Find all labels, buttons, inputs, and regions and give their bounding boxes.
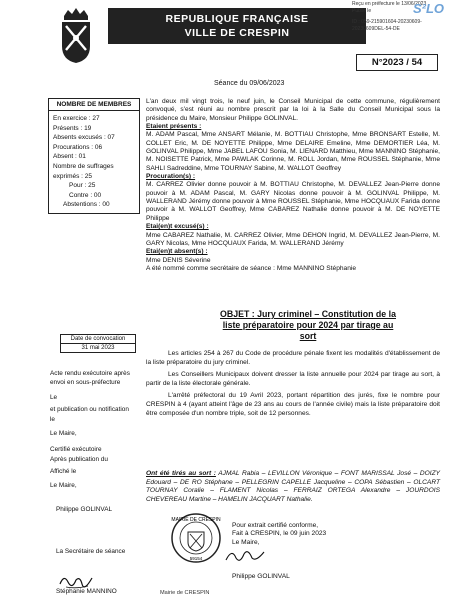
paragraph: L'arrêté préfectoral du 19 Avril 2023, portant répartition des jurés, fixe le nombre pour CRESPIN à 4 (ayant atteint l'âge de 23 ans au cours de l'année civile) mais la liste préparatoire doit être composée d'un nombre triple, soit de 12 personnes. — [146, 392, 440, 417]
members-line: Abstentions : 00 — [63, 201, 110, 209]
members-line: Pour : 25 — [69, 182, 96, 190]
members-line: exprimés : 25 — [53, 172, 93, 180]
convocation-title: Date de convocation — [61, 335, 135, 344]
side-note-9: Le Maire, — [50, 482, 77, 489]
tirage-result — [146, 470, 440, 504]
side-note-3: et publication ou notification — [50, 406, 129, 413]
presents-label: Etaient présents : — [146, 123, 202, 131]
deliberation-number: N°2023 / 54 — [356, 54, 438, 71]
members-title: NOMBRE DE MEMBRES — [49, 99, 139, 111]
paragraph: Les articles 254 à 267 du Code de procédure pénale fixent les modalités d'établissement de la liste préparatoire du jury criminel. — [146, 350, 440, 366]
header-line-1: REPUBLIQUE FRANÇAISE — [165, 13, 309, 25]
members-list — [49, 111, 139, 213]
side-note-8: Affiché le — [50, 468, 77, 475]
secretaire-line: A été nommé comme secrétaire de séance : Mme MANNINO Stéphanie — [146, 264, 356, 272]
intro-paragraph: L'an deux mil vingt trois, le neuf juin, le Conseil Municipal de cette commune, régulièrement convoqué, s'est réuni au nombre prescrit par la loi à la Salle du Conseil Municipal sous la présidence du Maire, Monsieur Philippe GOLINVAL. — [146, 98, 440, 122]
secretaire-signature-icon — [58, 572, 96, 590]
absents-list: Mme DENIS Séverine — [146, 256, 211, 264]
secretaire-label: La Secrétaire de séance — [56, 548, 126, 555]
side-note-5: Le Maire, — [50, 430, 77, 437]
excuses-list: Mme CABAREZ Nathalie, M. CARREZ Olivier, Mme DEHON Ingrid, M. DEVALLEZ Jean-Pierre, M. GARY Nicolas, Mme HOCQUAUX Farida, M. WALLERAND Jérémy — [146, 231, 440, 247]
header-line-2: VILLE DE CRESPIN — [184, 27, 290, 39]
members-box — [48, 98, 140, 214]
elus-label: Ont été tirés au sort : — [146, 470, 216, 477]
objet-title: OBJET : Jury criminel – Constitution de la liste préparatoire pour 2024 par tirage au sort — [220, 309, 396, 341]
stamp-publie: Publié le — [352, 8, 372, 14]
members-line: Absent : 01 — [53, 153, 86, 161]
prefecture-stamp — [352, 1, 448, 35]
seal-text: MAIRIE DE CRESPIN — [171, 517, 221, 523]
absents-label: Etai(en)t absent(s) : — [146, 248, 208, 256]
convocation-date: 31 mai 2023 — [81, 345, 115, 351]
elus-list: AJMAL Rabia – LEVILLON Véronique – FONT MARISSAL José – DOIZY Edouard – DE RO Stéphane – PELLEGRIN CAPELLE Jacqueline – COPA Sébastien – OLCART TOURNAY Coralie – FLAMENT Nicolas – FERRAIZ ORTEGA Alexandre – JOURDOIS CHEVEREAU Martine – HAMELIN JACQUART Nathalie. — [146, 470, 440, 503]
side-note-1: Acte rendu exécutoire après envoi en sous-préfecture — [50, 370, 130, 386]
mayor-name: Philippe GOLINVAL — [232, 573, 290, 581]
mayor-name-left: Philippe GOLINVAL — [56, 506, 113, 513]
paragraph: Les Conseillers Municipaux doivent dresser la liste annuelle pour 2024 par tirage au sort, à partir de la liste électorale générale. — [146, 371, 440, 387]
members-line: Procurations : 06 — [53, 143, 103, 151]
certif-line-2: Fait à CRESPIN, le 09 juin 2023 — [232, 530, 327, 538]
mairie-seal-icon — [170, 512, 222, 564]
secretaire-name: Stéphanie MANNINO — [56, 588, 117, 595]
members-line: En exercice : 27 — [53, 115, 100, 122]
side-note-4: le — [50, 416, 55, 423]
side-note-2: Le — [50, 394, 58, 401]
procurations-list: M. CARREZ Olivier donne pouvoir à M. BOTTIAU Christophe, M. DEVALLEZ Jean-Pierre donne pouvoir à M. ADAM Pascal, M. GARY Nicolas donne pouvoir à M. GOLINVAL Philippe, M. WALLERAND Jérémy donne pouvoir à Mme ROUSSEL Stéphanie, Mme HOCQUAUX Farida donne pouvoir à M. WALLOT Geoffrey, Mme CABAREZ Nathalie donne pouvoir à M. DE NOYETTE Philippe — [146, 181, 440, 222]
side-note-6: Certifié exécutoire — [50, 446, 102, 453]
certif-line-1: Pour extrait certifié conforme, — [232, 522, 319, 529]
side-note-7: Après publication du — [50, 456, 108, 463]
objet-body — [146, 350, 440, 422]
convocation-box — [60, 334, 136, 353]
seance-date: Séance du 09/06/2023 — [214, 80, 285, 87]
members-column — [48, 98, 140, 214]
presents-list: M. ADAM Pascal, Mme ANSART Mélanie, M. BOTTIAU Christophe, Mme BRONSART Estelle, M. COLLET Eric, M. DE NOYETTE Philippe, Mme DELAIRE Emeline, Mme DEMORTIER Léa, M. GOLINVAL Philippe, Mme JABEL LAFOU Sonia, M. LIENARD Matthieu, Mme MANNINO Stéphanie, M. NOISETTE Patrick, Mme PAWLAK Corinne, M. ROLL Jordan, Mme ROUSSEL Stéphanie, Mme SAHLI Sadreddine, Mme TOURNAY Sabine, M. WALLOT Geoffrey — [146, 131, 440, 172]
members-line: Absents excusés : 07 — [53, 134, 115, 142]
stamp-recu: Reçu en préfecture le 13/06/2023 — [352, 1, 427, 7]
mayor-signature-icon — [224, 546, 268, 566]
members-line: Nombre de suffrages — [53, 162, 114, 170]
header-banner — [108, 8, 366, 44]
excuses-label: Etai(en)t excusé(s) : — [146, 223, 209, 231]
town-crest-icon — [58, 6, 94, 64]
members-line: Contre : 00 — [69, 191, 102, 199]
slo-logo: S²LO — [412, 1, 444, 16]
footer-text: Mairie de CRESPIN — [160, 590, 210, 596]
certif-line-3: Le Maire, — [232, 538, 260, 546]
seal-code: 59154 — [189, 556, 203, 561]
members-line: Présents : 19 — [53, 124, 92, 132]
procurations-label: Procuration(s) : — [146, 173, 196, 181]
stamp-id: ID : 059-215901604-20230609-20230609DEL-54-DE — [352, 19, 422, 32]
deliberation-body — [146, 98, 440, 273]
